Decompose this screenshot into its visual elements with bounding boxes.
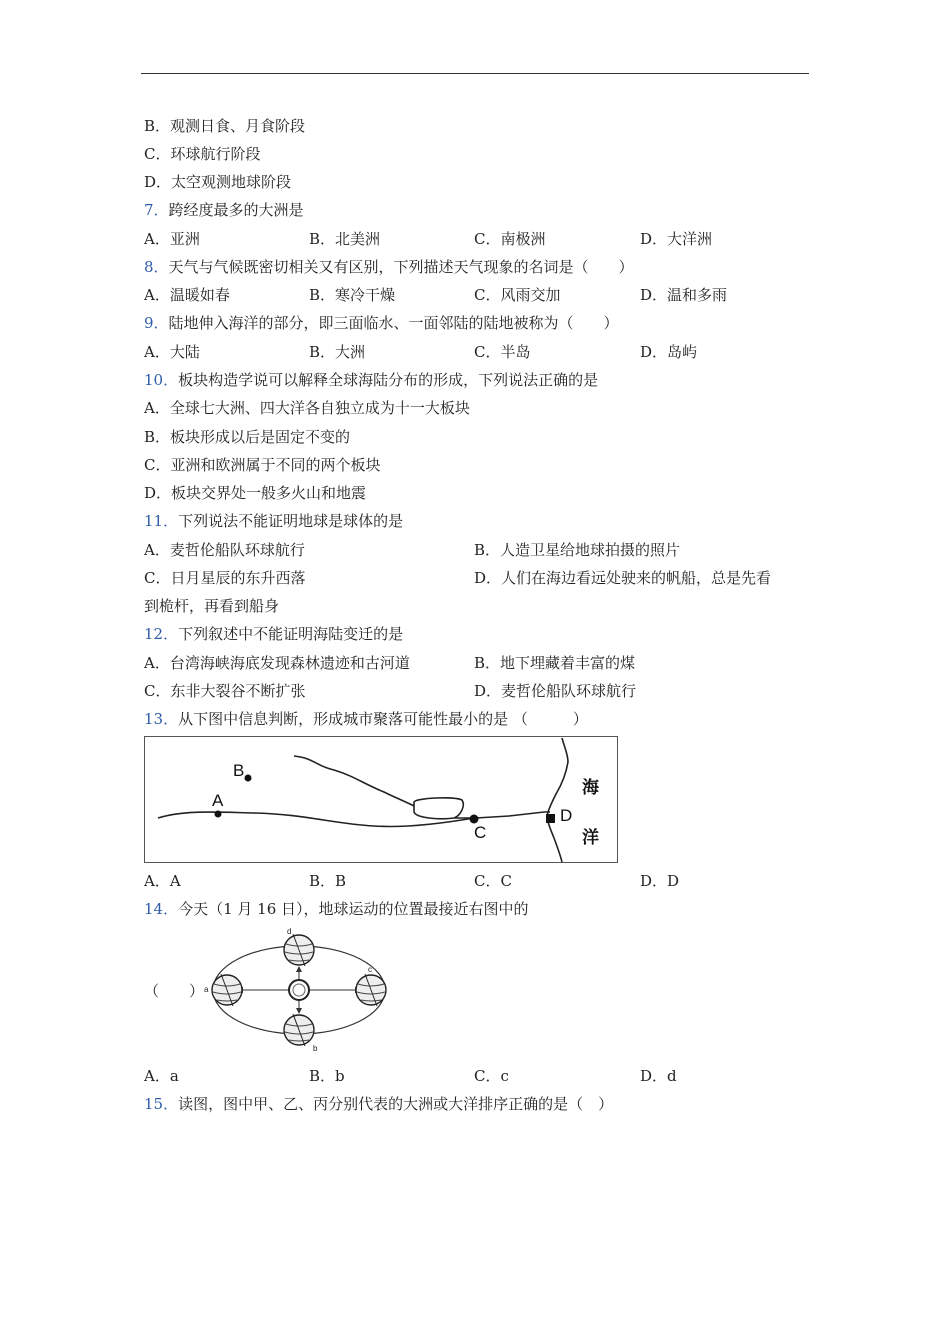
q6-option-d: D．太空观测地球阶段 [144,173,292,191]
label-b: B [233,761,245,780]
q10-option-c: C．亚洲和欧洲属于不同的两个板块 [144,456,381,474]
question-text: 陆地伸入海洋的部分，即三面临水、一面邻陆的陆地被称为（ ） [168,314,619,332]
q6-option-b: B．观测日食、月食阶段 [144,117,306,135]
q10-option-d: D．板块交界处一般多火山和地震 [144,484,367,502]
q6-option-c: C．环球航行阶段 [144,145,261,163]
q10-option-b: B．板块形成以后是固定不变的 [144,428,351,446]
header-rule [141,73,809,74]
river-map-figure [144,736,618,864]
question-12 [144,624,403,644]
q14-answer-blank: （ ） [144,982,205,1000]
q11-option-b: B．人造卫星给地球拍摄的照片 [474,541,681,559]
question-number: 14． [144,900,179,918]
q13-option-d: D．D [640,872,680,890]
q10-option-a: A．全球七大洲、四大洋各自独立成为十一大板块 [144,399,470,417]
question-14 [144,899,529,919]
question-text: 跨经度最多的大洲是 [168,201,304,219]
question-number: 7． [144,201,169,219]
question-text: 从下图中信息判断，形成城市聚落可能性最小的是 （ ） [178,710,588,728]
q12-option-c: C．东非大裂谷不断扩张 [144,682,306,700]
q13-option-b: B．B [309,872,347,890]
question-text: 下列说法不能证明地球是球体的是 [178,512,404,530]
q8-option-b: B．寒冷干燥 [309,286,396,304]
q7-option-a: A．亚洲 [144,230,200,248]
question-number: 15． [144,1095,179,1113]
q7-option-b: B．北美洲 [309,230,381,248]
earth-right-icon [356,974,386,1006]
question-number: 11． [144,512,179,530]
label-a: A [212,791,224,810]
label-sea-2: 洋 [582,828,599,848]
q11-option-d-continued: 到桅杆，再看到船身 [144,597,280,615]
q11-option-d: D．人们在海边看远处驶来的帆船，总是先看 [474,569,772,587]
question-7 [144,200,304,220]
q9-option-b: B．大洲 [309,343,366,361]
q8-option-d: D．温和多雨 [640,286,728,304]
q14-option-b: B．b [309,1067,345,1085]
q8-option-c: C．风雨交加 [474,286,561,304]
earth-orbit-figure [203,926,395,1054]
arrow-up-icon [296,966,302,972]
question-9 [144,313,619,333]
q13-option-c: C．C [474,872,512,890]
orbit-label-a: a [204,985,209,994]
label-c: C [474,823,487,842]
q14-option-c: C．c [474,1067,509,1085]
question-8 [144,257,634,277]
q12-option-a: A．台湾海峡海底发现森林遗迹和古河道 [144,654,410,672]
q12-option-d: D．麦哲伦船队环球航行 [474,682,637,700]
q9-option-c: C．半岛 [474,343,531,361]
question-text: 读图，图中甲、乙、丙分别代表的大洲或大洋排序正确的是（ ） [178,1095,614,1113]
question-number: 10． [144,371,179,389]
earth-top-icon [284,934,314,966]
earth-bottom-icon [284,1014,314,1046]
q14-option-d: D．d [640,1067,677,1085]
question-text: 板块构造学说可以解释全球海陆分布的形成，下列说法正确的是 [178,371,599,389]
question-number: 8． [144,258,169,276]
q14-option-a: A．a [144,1067,179,1085]
q8-option-a: A．温暖如春 [144,286,230,304]
question-number: 12． [144,625,179,643]
question-number: 9． [144,314,169,332]
question-text: 下列叙述中不能证明海陆变迁的是 [178,625,404,643]
question-text: 今天（1 月 16 日），地球运动的位置最接近右图中的 [178,900,529,918]
question-number: 13． [144,710,179,728]
q12-option-b: B．地下埋藏着丰富的煤 [474,654,636,672]
q11-option-c: C．日月星辰的东升西落 [144,569,306,587]
earth-left-icon [212,974,242,1006]
q9-option-a: A．大陆 [144,343,200,361]
orbit-label-d: d [287,927,292,936]
arrow-down-icon [296,1008,302,1014]
point-d-dot [546,814,555,823]
q7-option-d: D．大洋洲 [640,230,713,248]
q7-option-c: C．南极洲 [474,230,546,248]
point-a-dot [215,811,222,818]
orbit-label-c: c [368,965,372,974]
orbit-label-b: b [313,1044,318,1053]
label-sea-1: 海 [582,778,599,798]
q11-option-a: A．麦哲伦船队环球航行 [144,541,305,559]
label-d: D [560,806,573,825]
q9-option-d: D．岛屿 [640,343,698,361]
q13-option-a: A．A [144,872,181,890]
sun-inner [293,984,305,996]
question-15 [144,1094,613,1114]
point-b-dot [245,775,252,782]
question-text: 天气与气候既密切相关又有区别，下列描述天气现象的名词是（ ） [168,258,634,276]
question-11 [144,511,403,531]
question-10 [144,370,598,390]
question-13 [144,709,588,729]
